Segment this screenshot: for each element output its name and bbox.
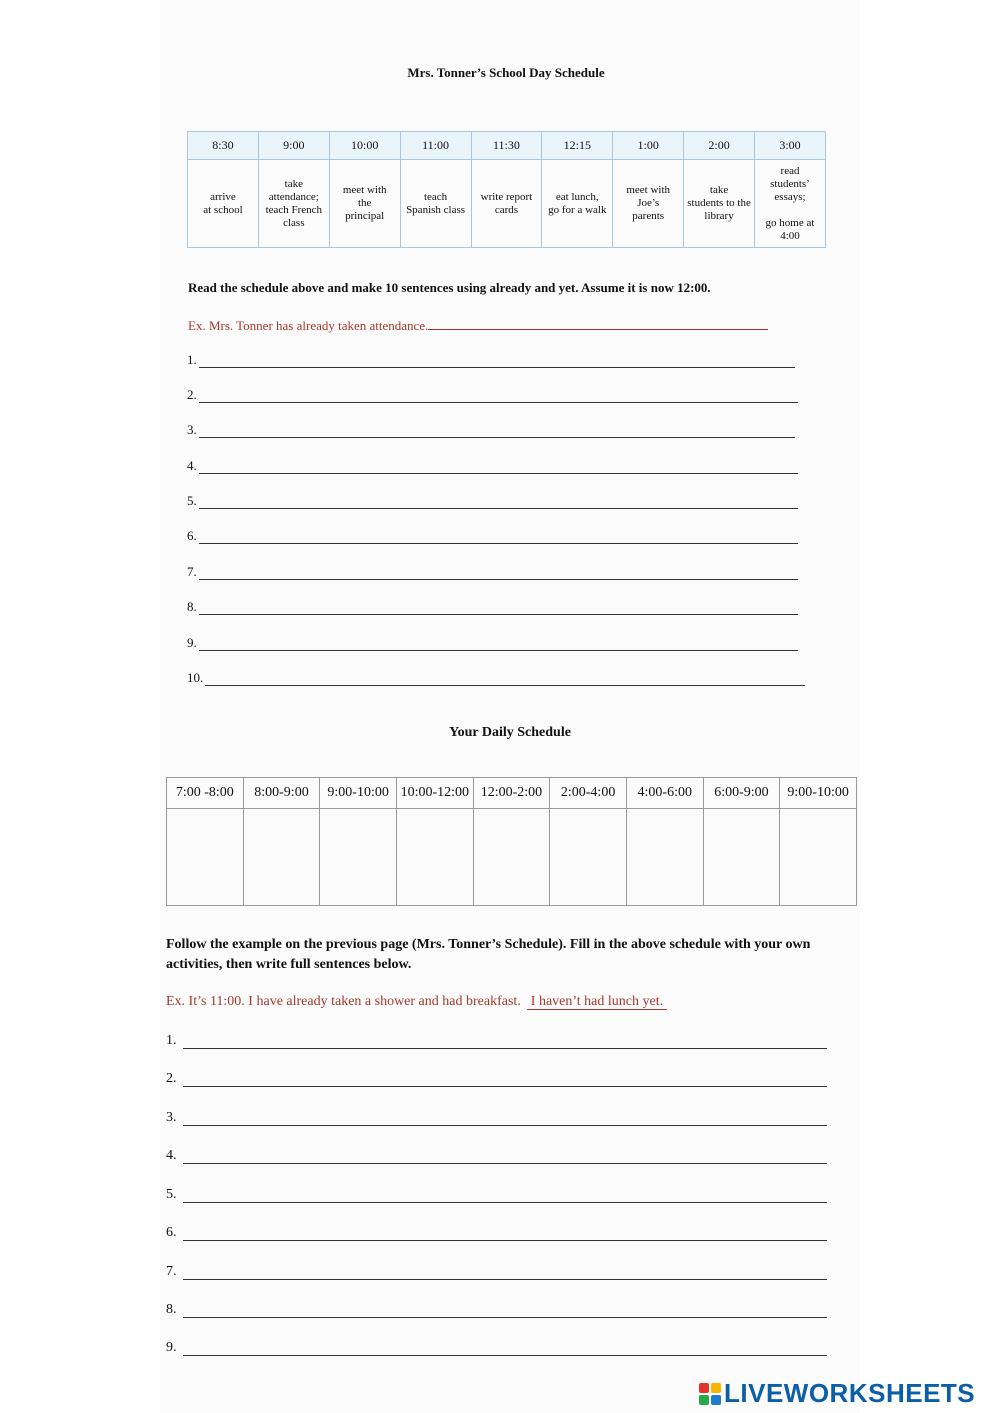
activity-line: Joe’s	[637, 197, 660, 209]
answer-line-number: 8.	[187, 599, 197, 614]
answer-line[interactable]	[166, 1187, 827, 1203]
answer-line-input[interactable]	[183, 1266, 828, 1280]
answer-line[interactable]	[187, 670, 805, 686]
daily-activity-cell[interactable]	[320, 809, 397, 906]
daily-activity-cell[interactable]	[703, 809, 780, 906]
activity-line: class	[283, 216, 305, 229]
logo-text: LIVEWORKSHEETS	[724, 1378, 976, 1408]
answer-line-input[interactable]	[199, 567, 798, 580]
daily-time-header: 4:00-6:00	[626, 778, 703, 809]
liveworksheets-logo[interactable]	[699, 1378, 975, 1409]
answer-line[interactable]	[166, 1340, 827, 1356]
schedule-activity-cell	[400, 160, 471, 248]
activity-line: Spanish class	[406, 203, 466, 216]
schedule-time-header: 3:00	[755, 132, 826, 160]
logo-square	[699, 1383, 709, 1393]
answer-line-input[interactable]	[183, 1227, 828, 1241]
logo-square	[711, 1383, 721, 1393]
answer-line[interactable]	[166, 1071, 827, 1087]
daily-time-header: 2:00-4:00	[550, 778, 627, 809]
answer-line-input[interactable]	[183, 1073, 828, 1087]
answer-line-number: 6.	[166, 1225, 177, 1240]
answer-line[interactable]	[187, 635, 798, 651]
activity-line: write report	[480, 190, 533, 203]
schedule-activity-cell	[613, 160, 684, 248]
daily-activity-cell[interactable]	[626, 809, 703, 906]
schedule-time-header: 8:30	[188, 132, 259, 160]
answer-line[interactable]	[187, 422, 795, 438]
example-sentence-2	[166, 994, 667, 1010]
activity-line: arrive	[210, 190, 236, 203]
answer-line[interactable]	[166, 1302, 827, 1318]
answer-line-input[interactable]	[199, 425, 795, 438]
answer-line-input[interactable]	[199, 355, 795, 368]
answer-line-number: 7.	[166, 1264, 177, 1279]
answer-line-input[interactable]	[199, 390, 798, 403]
schedule-activity-cell	[755, 160, 826, 248]
activity-line: essays;	[774, 190, 806, 203]
activity-line: teach	[423, 190, 448, 203]
answer-line-number: 4.	[187, 458, 197, 473]
daily-time-header: 10:00-12:00	[396, 778, 473, 809]
example-2-text: Ex. It’s 11:00. I have already taken a shower and had breakfast.	[166, 994, 521, 1009]
daily-time-header: 7:00 -8:00	[167, 778, 244, 809]
answer-line[interactable]	[187, 599, 798, 615]
answer-line-input[interactable]	[199, 602, 798, 615]
answer-line[interactable]	[187, 528, 798, 544]
answer-line-number: 10.	[187, 670, 204, 685]
schedule-time-header: 2:00	[684, 132, 755, 160]
activity-line: students’	[770, 177, 810, 190]
activity-line: take	[709, 184, 729, 196]
schedule-activity-cell	[684, 160, 755, 248]
activity-line: take	[284, 177, 303, 190]
activity-line	[757, 204, 823, 217]
daily-activity-cell[interactable]	[167, 809, 244, 906]
answer-line-input[interactable]	[183, 1112, 828, 1126]
activity-line: parents	[632, 210, 665, 222]
schedule-title: Mrs. Tonner’s School Day Schedule	[407, 65, 605, 80]
schedule-activity-cell	[329, 160, 400, 248]
activity-line: students to the	[687, 197, 751, 209]
answer-line-input[interactable]	[183, 1304, 828, 1318]
answer-line-number: 1.	[166, 1033, 177, 1048]
schedule-time-header: 10:00	[329, 132, 400, 160]
answer-line-input[interactable]	[199, 638, 798, 651]
answer-line-number: 2.	[166, 1071, 177, 1086]
answer-line-number: 4.	[166, 1148, 177, 1163]
answer-line-input[interactable]	[183, 1035, 828, 1049]
activity-line: 4:00	[780, 229, 800, 242]
answer-line[interactable]	[166, 1148, 827, 1164]
answer-line-number: 6.	[187, 528, 197, 543]
schedule-activity-cell	[188, 160, 259, 248]
answer-line-number: 5.	[187, 493, 197, 508]
activity-line: meet with	[342, 184, 387, 196]
activity-line: meet with	[626, 184, 671, 196]
answer-line[interactable]	[187, 564, 798, 580]
schedule-time-header: 11:00	[400, 132, 471, 160]
answer-line[interactable]	[187, 493, 798, 509]
daily-time-header: 6:00-9:00	[703, 778, 780, 809]
activity-line: go for a walk	[548, 203, 607, 216]
answer-line[interactable]	[166, 1110, 827, 1126]
example-2-answer: I haven’t had lunch yet.	[527, 994, 667, 1010]
answer-line-number: 8.	[166, 1302, 177, 1317]
instructions-part-1: Read the schedule above and make 10 sentences using already and yet. Assume it is now 12:00.	[188, 280, 711, 295]
answer-line[interactable]	[166, 1264, 827, 1280]
answer-line[interactable]	[187, 352, 795, 368]
schedule-time-header: 12:15	[542, 132, 613, 160]
logo-square	[699, 1395, 709, 1405]
activity-line: read	[780, 164, 800, 177]
activity-line: the	[357, 197, 372, 209]
answer-line[interactable]	[166, 1225, 827, 1241]
daily-activity-cell[interactable]	[396, 809, 473, 906]
schedule-activity-cell	[471, 160, 542, 248]
answer-line[interactable]	[166, 1033, 827, 1049]
schedule-activity-cell	[258, 160, 329, 248]
activity-line: principal	[345, 210, 385, 222]
answer-line-input[interactable]	[199, 496, 798, 509]
instructions-part-2: Follow the example on the previous page (Mrs. Tonner’s Schedule). Fill in the above schedule with your own activities, then write full sentences below.	[166, 937, 811, 972]
schedule-time-header: 9:00	[258, 132, 329, 160]
activity-line: go home at	[765, 216, 815, 229]
daily-time-header: 8:00-9:00	[243, 778, 320, 809]
schedule-time-header: 11:30	[471, 132, 542, 160]
answer-line-number: 5.	[166, 1187, 177, 1202]
logo-square	[711, 1395, 721, 1405]
example-1-text: Ex. Mrs. Tonner has already taken attendance.	[188, 318, 429, 333]
answer-line-number: 3.	[166, 1110, 177, 1125]
activity-line: library	[704, 210, 734, 222]
answer-line-input[interactable]	[183, 1342, 828, 1356]
answer-line-input[interactable]	[183, 1189, 828, 1203]
activity-line: eat lunch,	[555, 190, 599, 203]
teacher-schedule-table	[187, 131, 826, 248]
daily-time-header: 12:00-2:00	[473, 778, 550, 809]
daily-activity-cell[interactable]	[780, 809, 857, 906]
answer-line-number: 7.	[187, 564, 197, 579]
answer-line-number: 1.	[187, 352, 197, 367]
answer-line-number: 2.	[187, 387, 197, 402]
daily-time-header: 9:00-10:00	[780, 778, 857, 809]
answer-line-input[interactable]	[199, 461, 798, 474]
schedule-time-header: 1:00	[613, 132, 684, 160]
answer-line-number: 9.	[187, 635, 197, 650]
answer-line-number: 3.	[187, 422, 197, 437]
liveworksheets-logo-icon	[699, 1383, 721, 1405]
activity-line: cards	[494, 203, 519, 216]
answer-line-input[interactable]	[183, 1150, 828, 1164]
activity-line: at school	[203, 203, 243, 216]
answer-line-input[interactable]	[199, 531, 798, 544]
daily-schedule-table	[166, 777, 857, 906]
daily-activity-cell[interactable]	[473, 809, 550, 906]
schedule-activity-cell	[542, 160, 613, 248]
answer-line-number: 9.	[166, 1340, 177, 1355]
daily-schedule-title: Your Daily Schedule	[449, 725, 571, 740]
example-1-underline	[428, 315, 768, 330]
answer-line[interactable]	[187, 387, 798, 403]
answer-line[interactable]	[187, 458, 798, 474]
answer-line-input[interactable]	[205, 673, 805, 686]
daily-time-header: 9:00-10:00	[320, 778, 397, 809]
activity-line: attendance;	[268, 190, 319, 203]
daily-activity-cell[interactable]	[550, 809, 627, 906]
example-sentence-1	[188, 315, 768, 334]
daily-activity-cell[interactable]	[243, 809, 320, 906]
activity-line: teach French	[265, 203, 323, 216]
